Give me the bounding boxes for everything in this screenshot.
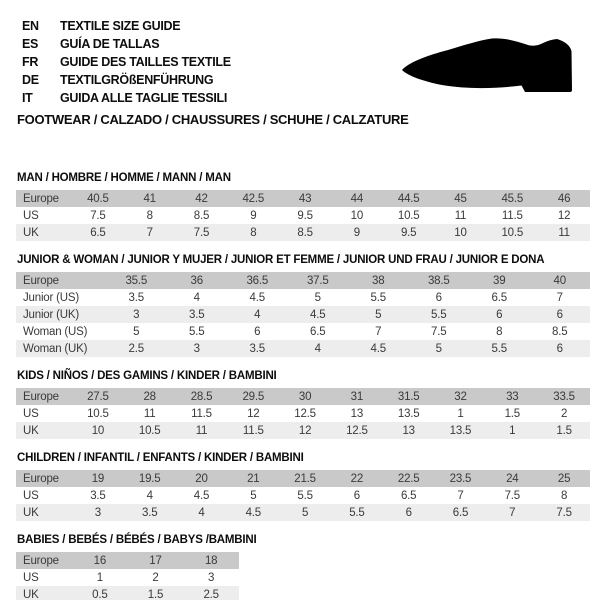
size-cell: 9.5: [297, 209, 313, 222]
table-row: [16, 323, 590, 340]
size-cell: 7: [457, 489, 464, 502]
size-cell: 5: [375, 308, 382, 321]
row-label: UK: [23, 506, 39, 519]
language-label: GUIDE DES TAILLES TEXTILE: [60, 55, 231, 69]
row-label: Junior (US): [23, 291, 79, 304]
size-cell: 10.5: [501, 226, 524, 239]
size-cell: 2: [152, 571, 159, 584]
row-label: US: [23, 571, 39, 584]
size-cell: 4.5: [249, 291, 265, 304]
shoe-icon: [380, 25, 580, 100]
row-label: Europe: [23, 472, 59, 485]
size-cell: 12: [557, 209, 571, 222]
size-cell: 5: [314, 291, 321, 304]
size-cell: 11.5: [501, 209, 523, 222]
size-cell: 17: [149, 554, 162, 567]
row-label: Europe: [23, 274, 59, 287]
size-cell: 1.5: [504, 407, 520, 420]
size-cell: 6: [435, 291, 442, 304]
junior-woman-size-table: [16, 272, 590, 357]
size-cell: 13: [402, 424, 415, 437]
size-cell: 5.5: [189, 325, 205, 338]
size-cell: 5.5: [431, 308, 447, 321]
children-size-table: [16, 470, 590, 521]
size-cell: 13: [350, 407, 364, 420]
size-cell: 11: [454, 209, 467, 222]
size-cell: 5.5: [297, 489, 313, 502]
size-cell: 21.5: [294, 472, 316, 485]
size-cell: 5: [435, 342, 442, 355]
table-row: [16, 207, 590, 224]
size-cell: 19: [91, 472, 105, 485]
size-cell: 3: [133, 308, 140, 321]
size-cell: 1: [457, 407, 464, 420]
size-cell: 6: [556, 342, 563, 355]
size-cell: 10.5: [397, 209, 420, 222]
language-code: IT: [22, 91, 33, 105]
babies-size-table: [16, 552, 239, 600]
size-cell: 1: [509, 424, 516, 437]
size-cell: 1.5: [147, 588, 164, 600]
size-cell: 12.5: [294, 407, 316, 420]
size-cell: 37.5: [306, 274, 329, 287]
size-cell: 4: [198, 506, 205, 519]
size-cell: 45: [454, 192, 467, 205]
size-section-kids: [16, 370, 590, 439]
size-cell: 24: [506, 472, 519, 485]
size-cell: 35.5: [125, 274, 148, 287]
size-cell: 36.5: [246, 274, 269, 287]
size-cell: 12: [298, 424, 312, 437]
size-cell: 4: [314, 342, 321, 355]
size-cell: 5.5: [491, 342, 507, 355]
row-label: Junior (UK): [23, 308, 79, 321]
size-cell: 10: [350, 209, 364, 222]
row-label: UK: [23, 588, 39, 600]
size-cell: 7.5: [90, 209, 106, 222]
size-cell: 7: [509, 506, 516, 519]
size-cell: 30: [298, 390, 312, 403]
size-cell: 4.5: [310, 308, 326, 321]
size-cell: 31: [350, 390, 364, 403]
table-title-man: MAN / HOMBRE / HOMME / MANN / MAN: [17, 172, 231, 184]
size-cell: 6.5: [400, 489, 417, 502]
size-tables: [16, 172, 590, 600]
size-cell: 7.5: [193, 226, 210, 239]
size-cell: 6: [496, 308, 503, 321]
size-cell: 13.5: [397, 407, 420, 420]
table-title-babies: BABIES / BEBÉS / BÉBÉS / BABYS /BAMBINI: [17, 534, 257, 546]
size-cell: 9.5: [400, 226, 417, 239]
table-row: [16, 487, 590, 504]
size-cell: 1: [96, 571, 103, 584]
size-cell: 23.5: [449, 472, 472, 485]
size-cell: 45.5: [501, 192, 524, 205]
size-cell: 7.5: [556, 506, 572, 519]
size-cell: 2: [560, 407, 568, 420]
table-row: [16, 306, 590, 323]
table-row: [16, 340, 590, 357]
table-title-junior-woman: JUNIOR & WOMAN / JUNIOR Y MUJER / JUNIOR ET FEMME / JUNIOR UND FRAU / JUNIOR E DONA: [17, 254, 545, 266]
size-cell: 42: [195, 192, 208, 205]
table-row: [16, 224, 590, 241]
size-cell: 4.5: [245, 506, 261, 519]
size-cell: 10.5: [87, 407, 109, 420]
size-cell: 43: [298, 192, 312, 205]
size-cell: 10: [454, 226, 467, 239]
size-cell: 7.5: [431, 325, 447, 338]
size-cell: 6: [556, 308, 563, 321]
size-section-children: [16, 452, 590, 521]
size-cell: 11: [143, 407, 156, 420]
size-cell: 6.5: [491, 291, 507, 304]
size-cell: 6: [405, 506, 412, 519]
table-row: [16, 422, 590, 439]
table-row: [16, 504, 590, 521]
size-cell: 18: [204, 554, 218, 567]
size-cell: 4: [193, 291, 200, 304]
size-cell: 6: [353, 489, 360, 502]
table-row: [16, 190, 590, 207]
table-row: [16, 289, 590, 306]
language-code: FR: [22, 55, 39, 69]
size-cell: 12: [247, 407, 260, 420]
size-cell: 29.5: [242, 390, 265, 403]
language-label: GUIDA ALLE TAGLIE TESSILI: [60, 91, 228, 105]
size-cell: 8: [250, 226, 257, 239]
size-cell: 33.5: [553, 390, 575, 403]
size-cell: 11.5: [242, 424, 264, 437]
size-cell: 5: [133, 325, 140, 338]
size-cell: 12.5: [346, 424, 368, 437]
size-cell: 10: [91, 424, 105, 437]
table-row: [16, 272, 590, 289]
size-cell: 9: [353, 226, 360, 239]
size-cell: 25: [557, 472, 571, 485]
table-row: [16, 388, 590, 405]
size-cell: 8: [146, 209, 153, 222]
size-cell: 38.5: [427, 274, 450, 287]
man-size-table: [16, 190, 590, 241]
size-cell: 36: [190, 274, 203, 287]
size-cell: 22: [350, 472, 364, 485]
size-cell: 41: [143, 192, 156, 205]
size-cell: 8.5: [297, 226, 313, 239]
size-cell: 6.5: [310, 325, 326, 338]
row-label: Woman (US): [23, 325, 88, 338]
language-code: DE: [22, 73, 39, 87]
size-cell: 4.5: [193, 489, 210, 502]
size-cell: 20: [195, 472, 208, 485]
size-cell: 3.5: [90, 489, 106, 502]
category-heading: FOOTWEAR / CALZADO / CHAUSSURES / SCHUHE / CALZATURE: [17, 112, 409, 127]
size-cell: 3: [208, 571, 215, 584]
size-cell: 3.5: [128, 291, 144, 304]
table-row: [16, 552, 239, 569]
size-cell: 3.5: [142, 506, 158, 519]
size-section-man: [16, 172, 590, 241]
row-label: Woman (UK): [23, 342, 88, 355]
size-cell: 13.5: [449, 424, 472, 437]
table-title-children: CHILDREN / INFANTIL / ENFANTS / KINDER / BAMBINI: [17, 452, 304, 464]
size-cell: 11.5: [191, 407, 212, 420]
size-cell: 5.5: [349, 506, 365, 519]
kids-size-table: [16, 388, 590, 439]
size-cell: 40: [553, 274, 566, 287]
size-cell: 16: [93, 554, 107, 567]
language-label: TEXTILE SIZE GUIDE: [60, 19, 181, 33]
size-cell: 2.5: [128, 342, 144, 355]
row-label: UK: [23, 424, 39, 437]
row-label: Europe: [23, 554, 59, 567]
language-label: TEXTILGRÖßENFÜHRUNG: [60, 73, 214, 87]
size-cell: 7: [146, 226, 153, 239]
size-cell: 7.5: [504, 489, 520, 502]
table-row: [16, 569, 239, 586]
size-cell: 28: [143, 390, 156, 403]
size-cell: 39: [493, 274, 506, 287]
size-cell: 3: [94, 506, 101, 519]
table-title-kids: KIDS / NIÑOS / DES GAMINS / KINDER / BAMBINI: [17, 370, 277, 382]
size-cell: 11: [558, 226, 570, 239]
size-cell: 42.5: [242, 192, 265, 205]
size-cell: 21: [247, 472, 260, 485]
size-cell: 4.5: [370, 342, 386, 355]
table-row: [16, 586, 239, 600]
size-cell: 6: [254, 325, 261, 338]
size-cell: 28.5: [190, 390, 213, 403]
size-cell: 22.5: [397, 472, 420, 485]
size-cell: 3.5: [189, 308, 205, 321]
size-cell: 44.5: [397, 192, 420, 205]
size-cell: 40.5: [87, 192, 109, 205]
table-row: [16, 470, 590, 487]
row-label: UK: [23, 226, 39, 239]
size-cell: 1.5: [556, 424, 572, 437]
size-cell: 7: [556, 291, 563, 304]
size-cell: 8.5: [193, 209, 210, 222]
size-section-babies: [16, 534, 590, 600]
size-cell: 5: [250, 489, 257, 502]
size-cell: 9: [250, 209, 257, 222]
size-cell: 5.5: [370, 291, 386, 304]
size-cell: 27.5: [87, 390, 109, 403]
language-code: ES: [22, 37, 39, 51]
size-cell: 8.5: [552, 325, 568, 338]
size-cell: 19.5: [138, 472, 161, 485]
size-cell: 4: [146, 489, 153, 502]
row-label: US: [23, 407, 39, 420]
table-row: [16, 405, 590, 422]
size-cell: 5: [301, 506, 309, 519]
size-cell: 6.5: [90, 226, 106, 239]
size-cell: 3: [193, 342, 200, 355]
size-cell: 2.5: [203, 588, 219, 600]
row-label: US: [23, 489, 39, 502]
size-cell: 3.5: [249, 342, 265, 355]
size-cell: 6.5: [452, 506, 469, 519]
size-section-junior-woman: [16, 254, 590, 357]
size-cell: 7: [375, 325, 382, 338]
size-cell: 46: [557, 192, 571, 205]
size-cell: 4: [254, 308, 261, 321]
row-label: Europe: [23, 192, 59, 205]
size-cell: 44: [350, 192, 364, 205]
row-label: US: [23, 209, 39, 222]
row-label: Europe: [23, 390, 59, 403]
size-cell: 32: [454, 390, 467, 403]
size-cell: 0.5: [92, 588, 108, 600]
size-cell: 11: [195, 424, 208, 437]
size-cell: 33: [506, 390, 519, 403]
language-label: GUÍA DE TALLAS: [60, 37, 160, 51]
size-cell: 38: [372, 274, 385, 287]
language-code: EN: [22, 19, 39, 33]
size-cell: 31.5: [397, 390, 420, 403]
size-cell: 8: [496, 325, 503, 338]
size-cell: 10.5: [138, 424, 161, 437]
size-cell: 8: [560, 489, 568, 502]
